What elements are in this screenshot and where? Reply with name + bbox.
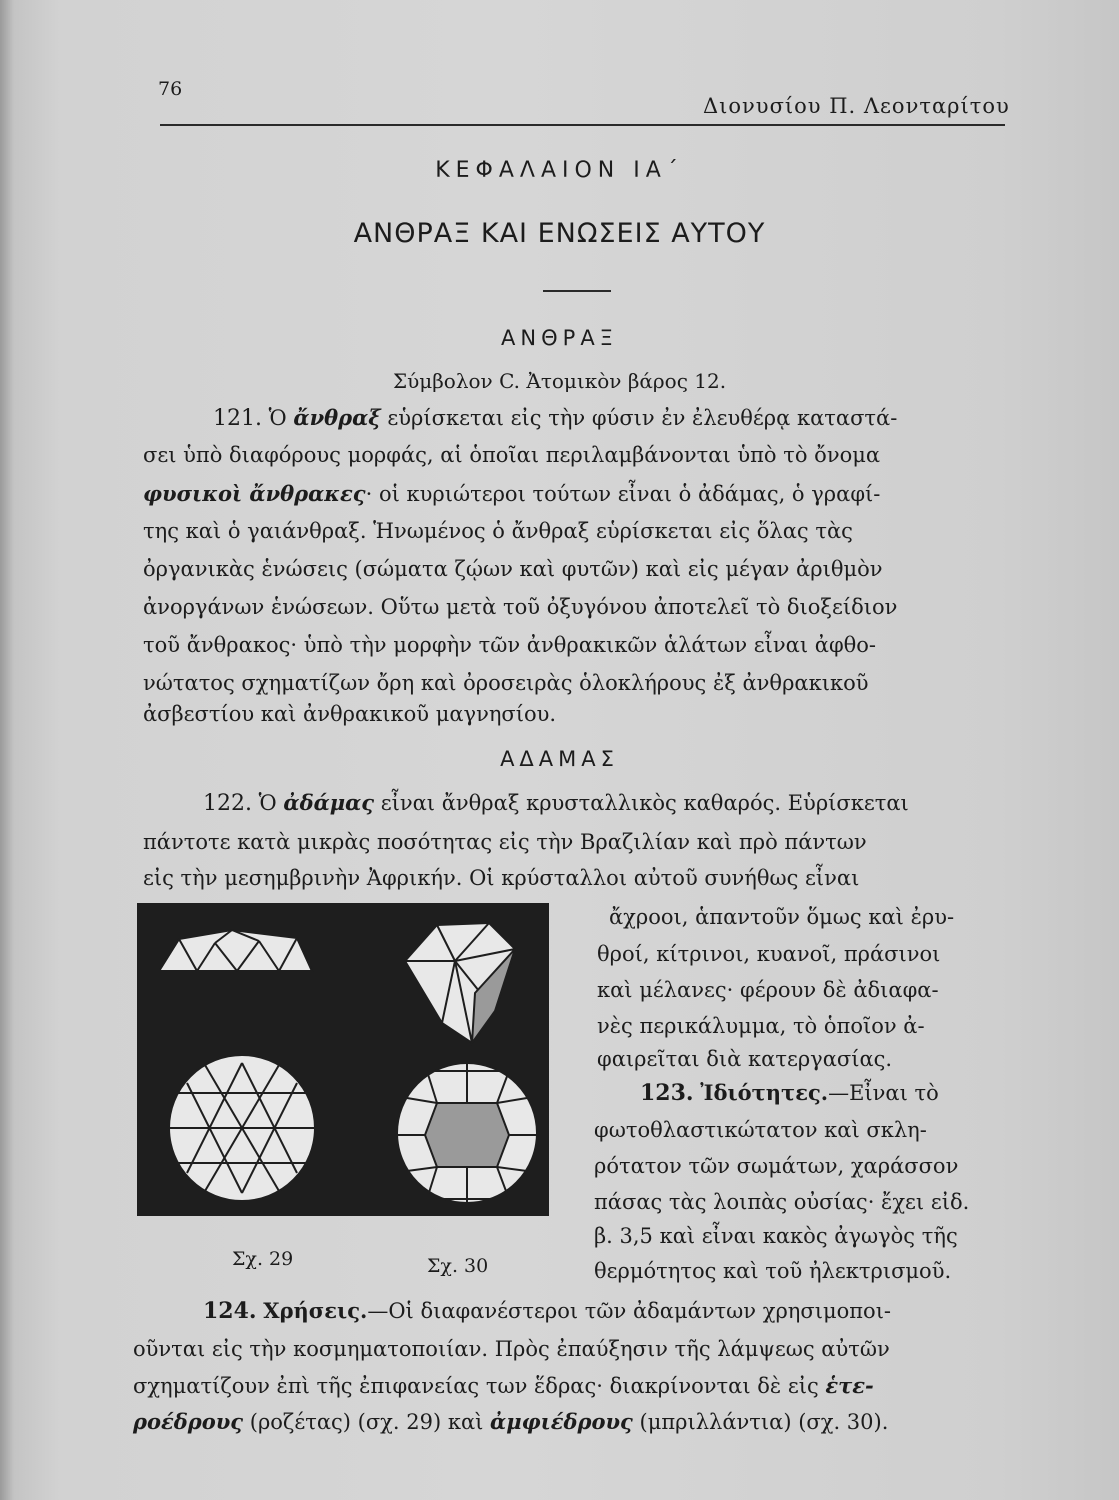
paragraph-line xyxy=(133,1373,874,1398)
text-run: · οἱ κυριώτεροι τούτων εἶναι ὁ ἀδάμας, ὁ γραφί- xyxy=(365,482,881,506)
brilliant-top xyxy=(397,1063,537,1203)
paragraph-line: ἀνοργάνων ἑνώσεων. Οὕτω μετὰ τοῦ ὀξυγόνου ἀποτελεῖ τὸ διοξείδιον xyxy=(143,595,898,619)
paragraph-line: θερμότητος καὶ τοῦ ἠλεκτρισμοῦ. xyxy=(594,1259,952,1283)
key-term: φυσικοὶ ἄνθρακες xyxy=(143,481,366,506)
text-run: σχηματίζουν ἐπὶ τῆς ἐπιφανείας των ἕδρας· διακρίνονται δὲ εἰς xyxy=(133,1374,826,1398)
text-run: (μπριλλάντια) (σχ. 30). xyxy=(632,1410,889,1434)
section-heading-adamas: ΑΔΑΜΑΣ xyxy=(500,747,619,771)
header-rule xyxy=(160,124,1005,126)
key-term: ἑτε- xyxy=(825,1373,874,1398)
text-run: —Οἱ διαφανέστεροι τῶν ἀδαμάντων χρησιμοποι- xyxy=(367,1299,892,1323)
paragraph-line: της καὶ ὁ γαιάνθραξ. Ἡνωμένος ὁ ἄνθραξ εὑρίσκεται εἰς ὅλας τὰς xyxy=(143,519,853,543)
key-term: ἀμφιέδρους xyxy=(490,1409,633,1434)
paragraph-line: β. 3,5 καὶ εἶναι κακὸς ἀγωγὸς τῆς xyxy=(594,1224,958,1248)
paragraph-line: φωτοθλαστικώτατον καὶ σκλη- xyxy=(594,1118,927,1142)
text-run: —Εἶναι τὸ xyxy=(828,1081,939,1105)
text-run: Ὁ xyxy=(268,406,294,430)
paragraph-line: τοῦ ἄνθρακος· ὑπὸ τὴν μορφὴν τῶν ἀνθρακικῶν ἁλάτων εἶναι ἀφθο- xyxy=(143,633,877,657)
paragraph-line: φαιρεῖται διὰ κατεργασίας. xyxy=(597,1047,893,1071)
paragraph-number: 124. xyxy=(203,1298,257,1324)
section-heading-anthrax: ΑΝΘΡΑΞ xyxy=(501,326,618,350)
paragraph-line: ἀσβεστίου καὶ ἀνθρακικοῦ μαγνησίου. xyxy=(143,702,557,726)
paragraph-line xyxy=(133,1409,888,1434)
key-term: Χρήσεις. xyxy=(263,1298,368,1323)
paragraph-line: ἄχροοι, ἁπαντοῦν ὅμως καὶ ἐρυ- xyxy=(609,905,955,929)
running-head: Διονυσίου Π. Λεονταρίτου xyxy=(703,94,1010,118)
paragraph-line: ρότατον τῶν σωμάτων, χαράσσον xyxy=(594,1154,959,1178)
paragraph-line xyxy=(203,790,909,816)
paragraph-line: πάσας τὰς λοιπὰς οὐσίας· ἔχει εἰδ. xyxy=(594,1190,970,1214)
figure-caption-30: Σχ. 30 xyxy=(427,1255,489,1277)
paragraph-line xyxy=(143,481,880,506)
crystal-drawings xyxy=(137,903,549,1216)
diamond-crystals-figure xyxy=(137,903,549,1216)
text-run: εἶναι ἄνθραξ κρυσταλλικὸς καθαρός. Εὑρίσκεται xyxy=(374,791,909,815)
key-term: Ἰδιότητες. xyxy=(700,1080,829,1105)
paragraph-line: νὲς περικάλυμμα, τὸ ὁποῖον ἀ- xyxy=(597,1014,925,1038)
text-run: (ροζέτας) (σχ. 29) καὶ xyxy=(243,1410,491,1434)
symbol-line: Σύμβολον C. Ἀτομικὸν βάρος 12. xyxy=(392,369,727,393)
paragraph-line xyxy=(640,1080,939,1106)
key-term: ροέδρους xyxy=(133,1409,244,1434)
page-number: 76 xyxy=(158,78,183,100)
paragraph-line: ὀργανικὰς ἑνώσεις (σώματα ζῴων καὶ φυτῶν) καὶ εἰς μέγαν ἀριθμὸν xyxy=(143,557,883,581)
paragraph-line xyxy=(203,1298,891,1324)
paragraph-line xyxy=(213,405,897,431)
paragraph-line: καὶ μέλανες· φέρουν δὲ ἀδιαφα- xyxy=(597,978,939,1002)
text-run: Ὁ xyxy=(258,791,284,815)
paragraph-line: σει ὑπὸ διαφόρους μορφάς, αἱ ὁποῖαι περιλαμβάνονται ὑπὸ τὸ ὄνομα xyxy=(143,443,881,467)
paragraph-number: 123. xyxy=(640,1080,694,1106)
paragraph-line: εἰς τὴν μεσημβρινὴν Ἀφρικήν. Οἱ κρύσταλλοι αὐτοῦ συνήθως εἶναι xyxy=(143,866,860,890)
paragraph-line: θροί, κίτρινοι, κυανοῖ, πράσινοι xyxy=(597,942,941,966)
title-divider xyxy=(543,290,611,292)
chapter-title: ΑΝΘΡΑΞ ΚΑΙ ΕΝΩΣΕΙΣ ΑΥΤΟΥ xyxy=(353,218,766,249)
figure-caption-29: Σχ. 29 xyxy=(232,1248,294,1270)
chapter-label: ΚΕΦΑΛΑΙΟΝ ΙΑ΄ xyxy=(435,158,684,183)
text-run: εὑρίσκεται εἰς τὴν φύσιν ἐν ἐλευθέρᾳ καταστά- xyxy=(380,406,898,430)
paragraph-line: οῦνται εἰς τὴν κοσμηματοποιίαν. Πρὸς ἐπαύξησιν τῆς λάμψεως αὐτῶν xyxy=(133,1337,890,1361)
rose-cut-top xyxy=(169,1055,315,1201)
key-term: ἄνθραξ xyxy=(293,405,381,430)
key-term: ἀδάμας xyxy=(283,790,375,815)
paragraph-line: νώτατος σχηματίζων ὄρη καὶ ὀροσειρὰς ὁλοκλήρους ἐξ ἀνθρακικοῦ xyxy=(143,671,869,695)
paragraph-number: 121. xyxy=(213,406,262,431)
paragraph-line: πάντοτε κατὰ μικρὰς ποσότητας εἰς τὴν Βραζιλίαν καὶ πρὸ πάντων xyxy=(143,830,867,854)
paragraph-number: 122. xyxy=(203,791,252,816)
